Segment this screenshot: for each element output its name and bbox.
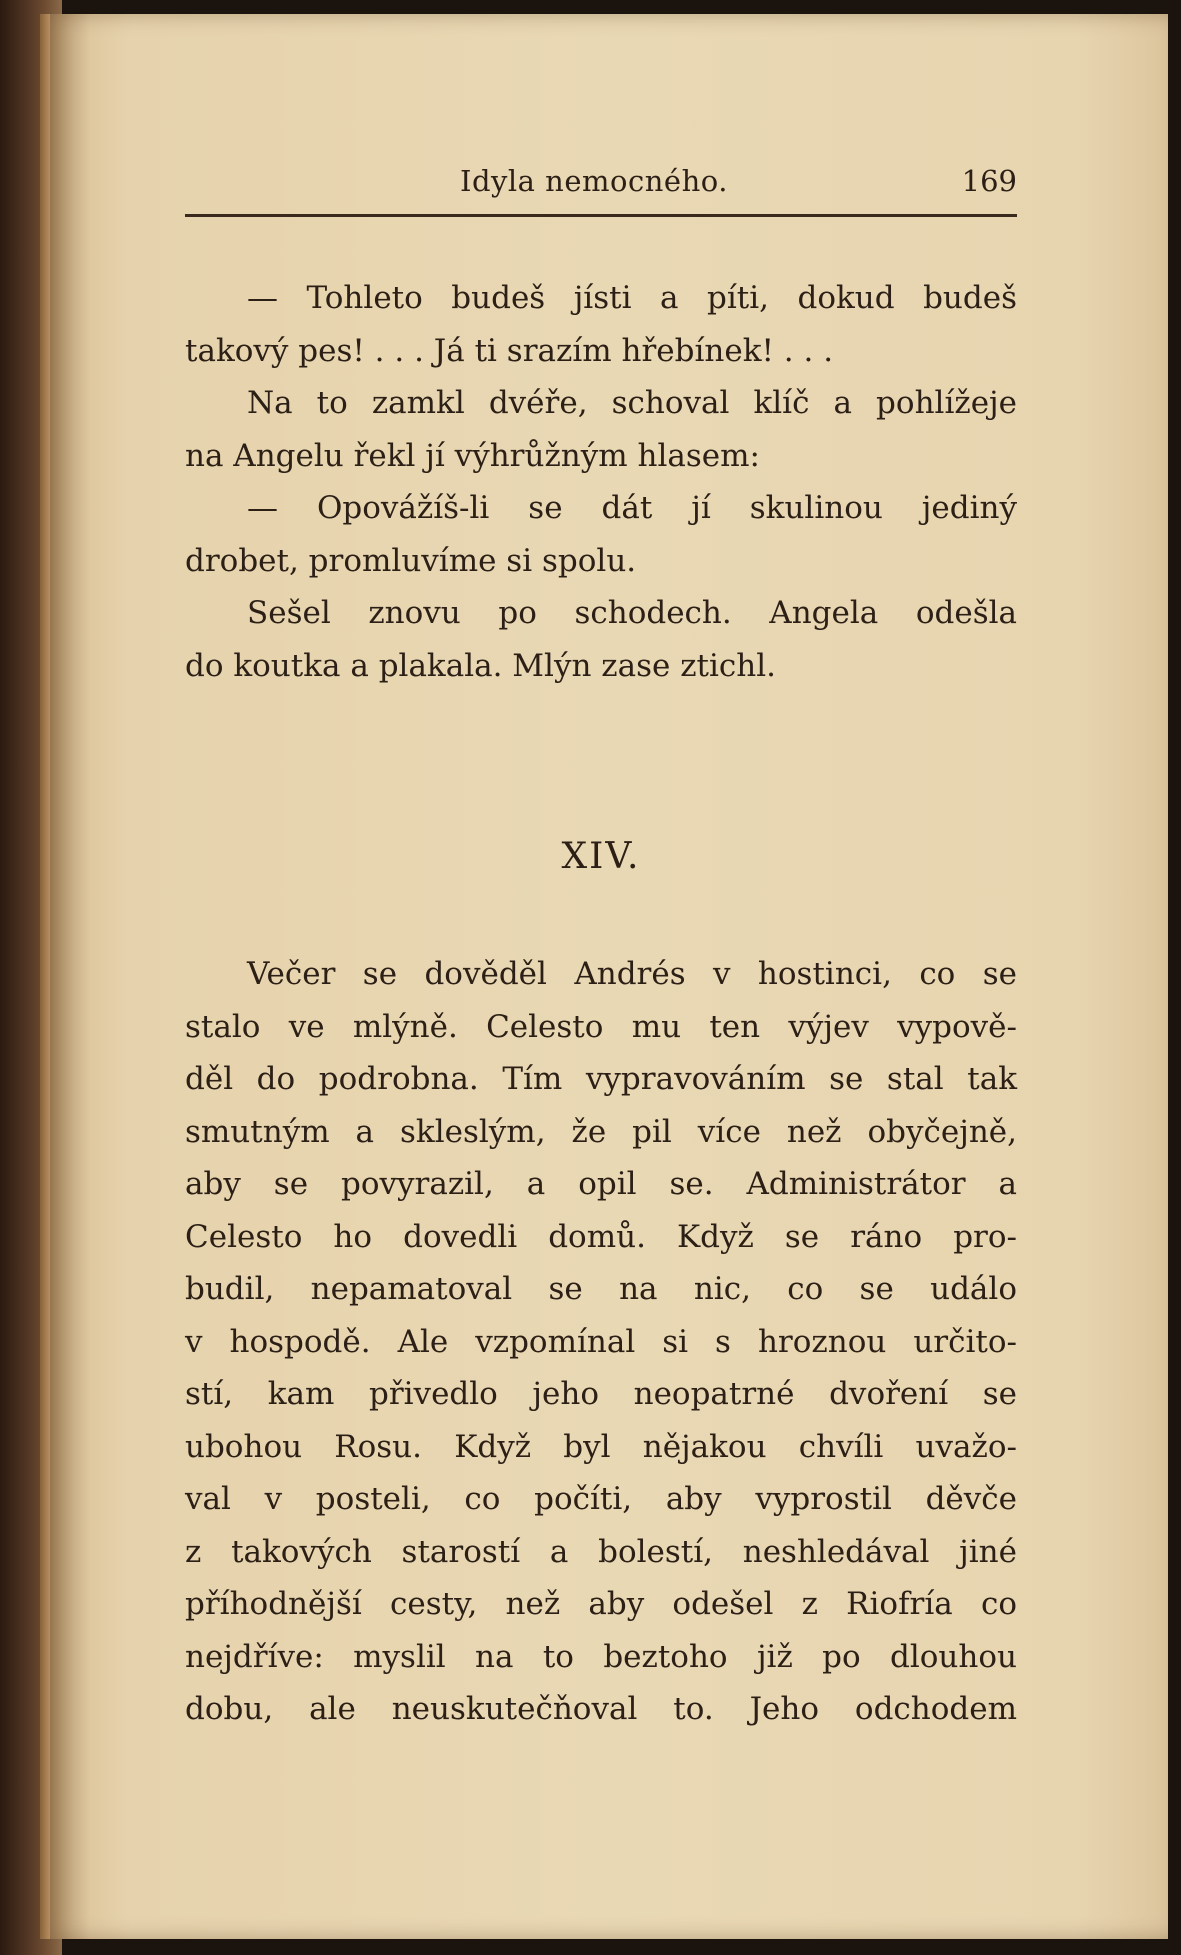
text-line: Na to zamkl dvéře, schoval klíč a pohlížeje	[247, 385, 1017, 421]
text-line: dobu, ale neuskutečňoval to. Jeho odchodem	[185, 1691, 1017, 1727]
text-line: na Angelu řekl jí výhrůžným hlasem:	[185, 437, 760, 474]
text-line: takový pes! . . . Já ti srazím hřebínek! . . .	[185, 332, 834, 369]
text-line: aby se povyrazil, a opil se. Administrátor a	[185, 1166, 1017, 1202]
text-line: z takových starostí a bolestí, neshledával jiné	[185, 1533, 1017, 1570]
running-title: Idyla nemocného.	[460, 164, 728, 198]
text-line: Sešel znovu po schodech. Angela odešla	[247, 595, 1017, 631]
text-line: — Tohleto budeš jísti a píti, dokud budeš	[247, 280, 1017, 316]
text-line: — Opovážíš-li se dát jí skulinou jediný	[247, 490, 1017, 526]
page-number: 169	[961, 164, 1017, 198]
section-2-text	[185, 948, 1017, 1736]
text-line: děl do podrobna. Tím vypravováním se stal tak	[185, 1061, 1017, 1097]
text-line: ubohou Rosu. Když byl nějakou chvíli uvažo-	[185, 1428, 1017, 1465]
text-line: stalo ve mlýně. Celesto mu ten výjev vypově-	[185, 1008, 1017, 1045]
text-line: stí, kam přivedlo jeho neopatrné dvoření se	[185, 1376, 1017, 1412]
gutter-shadow	[50, 14, 90, 1939]
text-line: smutným a skleslým, že pil více než obyčejně,	[185, 1113, 1017, 1150]
text-line: budil, nepamatoval se na nic, co se událo	[185, 1271, 1017, 1307]
section-1-text	[185, 272, 1017, 692]
header-rule	[185, 214, 1017, 217]
text-line: Večer se dověděl Andrés v hostinci, co se	[247, 956, 1017, 992]
text-line: nejdříve: myslil na to beztoho již po dlouhou	[185, 1638, 1017, 1675]
text-line: drobet, promluvíme si spolu.	[185, 542, 637, 579]
text-line: Celesto ho dovedli domů. Když se ráno pro-	[185, 1218, 1017, 1255]
text-line: v hospodě. Ale vzpomínal si s hroznou určito-	[185, 1323, 1017, 1360]
text-line: val v posteli, co počíti, aby vyprostil děvče	[185, 1481, 1017, 1517]
text-line: do koutka a plakala. Mlýn zase ztichl.	[185, 647, 777, 684]
book-page	[40, 14, 1168, 1939]
page-edge	[40, 14, 50, 1939]
chapter-heading: XIV.	[561, 836, 641, 877]
running-head	[185, 158, 1017, 202]
text-line: příhodnější cesty, než aby odešel z Riofría co	[185, 1586, 1017, 1622]
